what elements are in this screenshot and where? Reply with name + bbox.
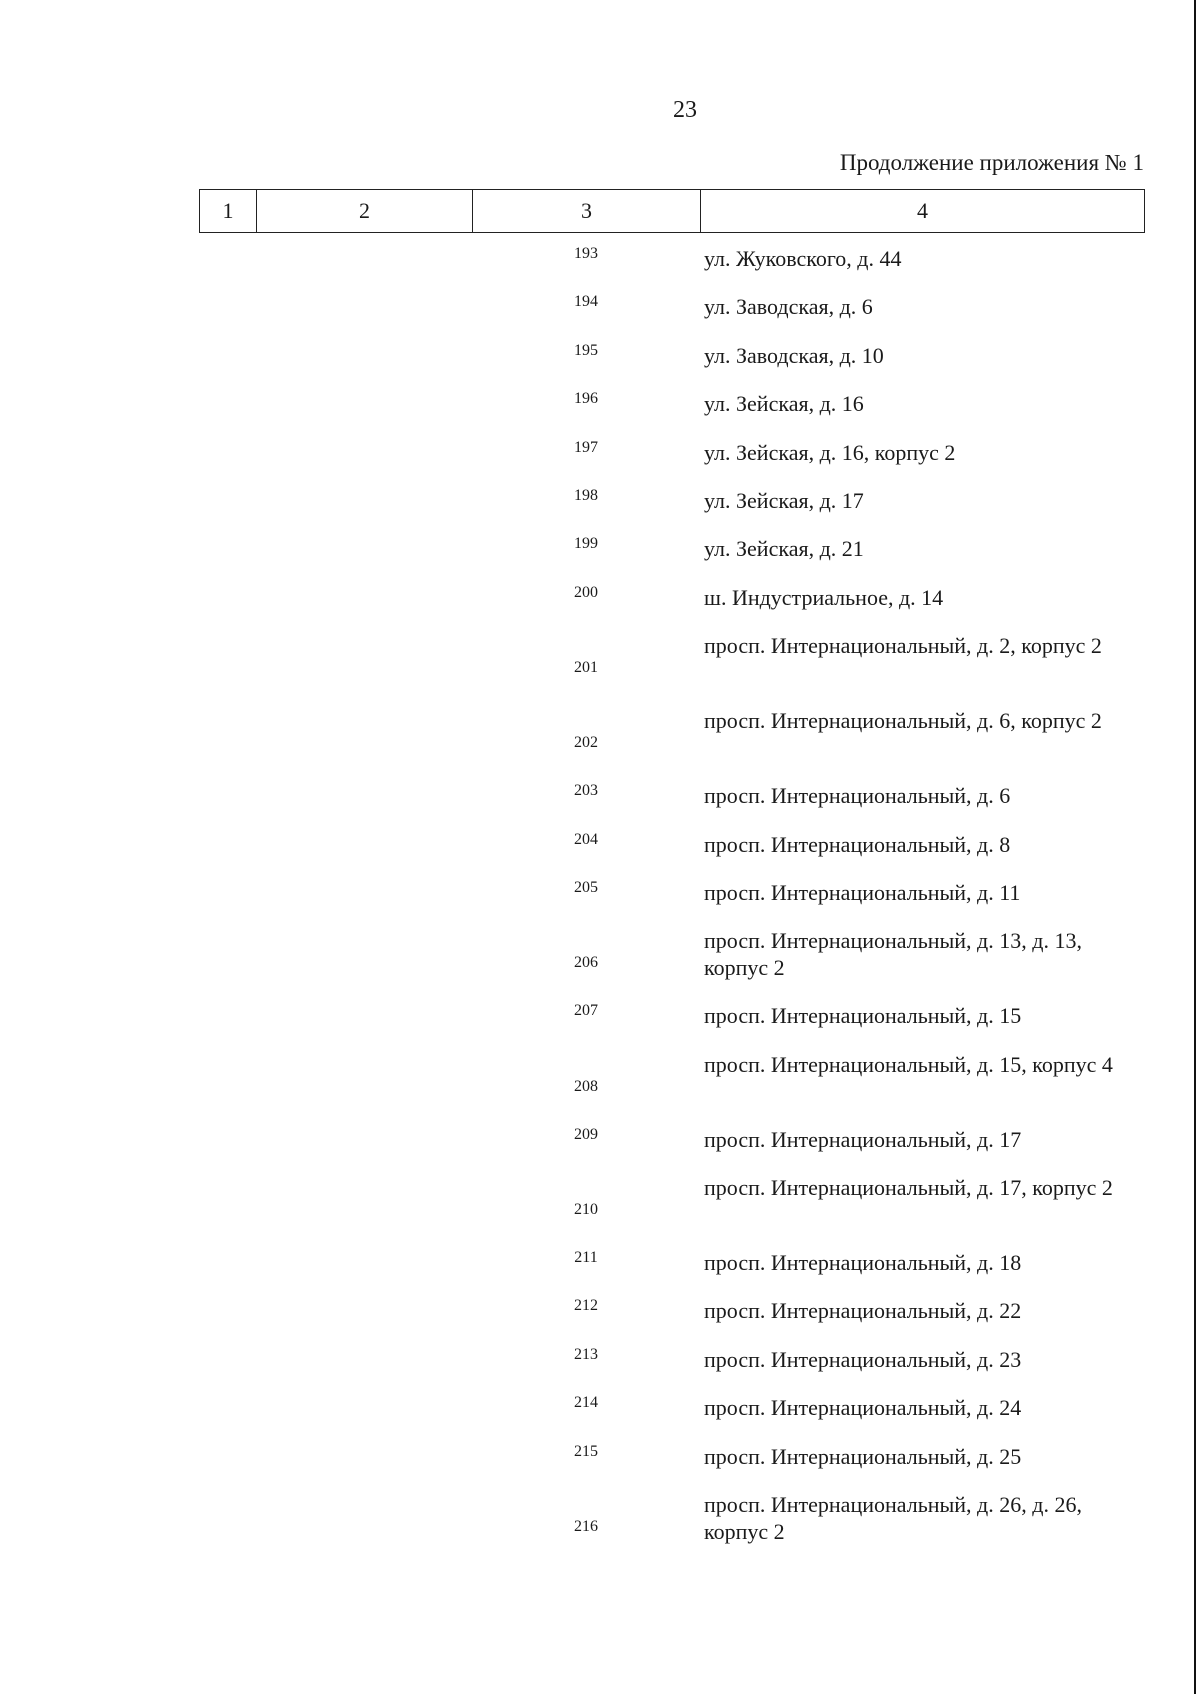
row-number: 205	[574, 878, 598, 896]
table-row	[0, 1049, 1200, 1124]
table-row	[0, 291, 1200, 339]
row-number: 202	[574, 734, 598, 752]
row-address: просп. Интернациональный, д. 23	[704, 1346, 1022, 1372]
row-address: ул. Зейская, д. 21	[704, 536, 864, 562]
row-number: 198	[574, 486, 598, 504]
row-number: 213	[574, 1345, 598, 1363]
table-row	[0, 1000, 1200, 1048]
row-address: просп. Интернациональный, д. 25	[704, 1443, 1022, 1469]
row-number: 214	[574, 1394, 598, 1412]
row-number: 193	[574, 245, 598, 262]
table-row	[0, 705, 1200, 780]
table-row	[0, 533, 1200, 581]
table-row	[0, 1124, 1200, 1172]
row-number: 196	[574, 390, 598, 408]
page-number: 23	[673, 97, 697, 123]
row-address: ул. Заводская, д. 6	[704, 294, 873, 320]
row-number: 200	[574, 583, 598, 601]
row-address: просп. Интернациональный, д. 11	[704, 879, 1021, 905]
row-number: 208	[574, 1077, 598, 1095]
row-address: просп. Интернациональный, д. 8	[704, 831, 1011, 857]
row-address: просп. Интернациональный, д. 6, корпус 2	[704, 708, 1102, 734]
row-address: просп. Интернациональный, д. 15, корпус 4	[704, 1051, 1113, 1077]
table-row	[0, 925, 1200, 1000]
table-row	[0, 1489, 1200, 1564]
row-number: 215	[574, 1442, 598, 1460]
table-row	[0, 485, 1200, 533]
row-number: 207	[574, 1002, 598, 1020]
row-number: 201	[574, 659, 598, 677]
row-address: ул. Зейская, д. 16	[704, 391, 864, 417]
row-address: просп. Интернациональный, д. 24	[704, 1395, 1022, 1421]
scan-edge-line	[1194, 0, 1196, 1694]
row-number: 204	[574, 830, 598, 848]
table-row	[0, 243, 1200, 291]
row-address: просп. Интернациональный, д. 6	[704, 783, 1011, 809]
address-list	[0, 243, 1200, 1564]
table-row	[0, 780, 1200, 828]
row-address: просп. Интернациональный, д. 22	[704, 1298, 1022, 1324]
row-number: 203	[574, 782, 598, 800]
row-number: 210	[574, 1201, 598, 1219]
row-address: просп. Интернациональный, д. 15	[704, 1003, 1022, 1029]
row-number: 199	[574, 535, 598, 553]
row-number: 216	[574, 1518, 598, 1536]
table-row	[0, 437, 1200, 485]
row-number: 211	[574, 1249, 598, 1267]
row-number: 195	[574, 341, 598, 359]
table-row	[0, 582, 1200, 630]
row-number: 206	[574, 954, 598, 972]
row-address: просп. Интернациональный, д. 18	[704, 1250, 1022, 1276]
table-row	[0, 388, 1200, 436]
row-address: просп. Интернациональный, д. 17, корпус 2	[704, 1175, 1113, 1201]
table-row	[0, 1295, 1200, 1343]
row-number: 194	[574, 293, 598, 311]
table-row	[0, 1247, 1200, 1295]
table-row	[0, 630, 1200, 705]
continuation-label: Продолжение приложения № 1	[839, 150, 1144, 175]
header-cell-1: 1	[200, 190, 257, 232]
table-row	[0, 340, 1200, 388]
row-address: ул. Заводская, д. 10	[704, 342, 884, 368]
row-number: 209	[574, 1125, 598, 1143]
row-number: 197	[574, 438, 598, 456]
table-row	[0, 1392, 1200, 1440]
header-cell-2: 2	[257, 190, 473, 232]
row-address: просп. Интернациональный, д. 2, корпус 2	[704, 633, 1102, 659]
table-row	[0, 1172, 1200, 1247]
row-address: просп. Интернациональный, д. 26, д. 26, корпус 2	[704, 1492, 1082, 1545]
header-cell-4: 4	[917, 198, 928, 223]
table-row	[0, 1344, 1200, 1392]
row-address: просп. Интернациональный, д. 17	[704, 1126, 1022, 1152]
row-address: просп. Интернациональный, д. 13, д. 13, корпус 2	[704, 928, 1082, 981]
row-address: ул. Зейская, д. 16, корпус 2	[704, 439, 956, 465]
row-address: ул. Зейская, д. 17	[704, 487, 864, 513]
row-address: ул. Жуковского, д. 44	[704, 246, 902, 271]
table-header	[199, 189, 1145, 233]
row-number: 212	[574, 1297, 598, 1315]
table-row	[0, 877, 1200, 925]
table-row	[0, 829, 1200, 877]
table-row	[0, 1441, 1200, 1489]
row-address: ш. Индустриальное, д. 14	[704, 584, 944, 610]
header-cell-3: 3	[473, 190, 701, 232]
